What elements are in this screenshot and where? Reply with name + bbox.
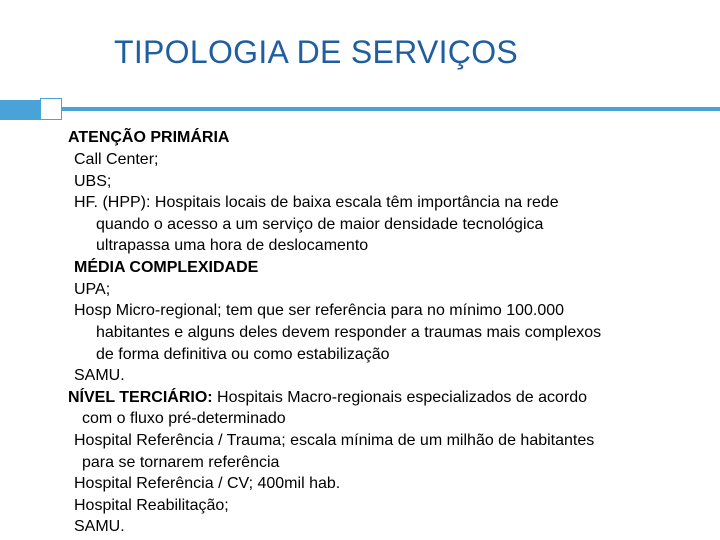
- list-item: SAMU.: [74, 367, 125, 384]
- list-item: SAMU.: [74, 518, 125, 535]
- list-item: HF. (HPP): Hospitais locais de baixa escala têm importância na rede: [74, 194, 559, 211]
- list-item: Hospital Referência / Trauma; escala mínima de um milhão de habitantes: [74, 432, 595, 449]
- list-item: Call Center;: [74, 151, 159, 168]
- list-item: UPA;: [74, 281, 111, 298]
- list-item-continuation: para se tornarem referência: [82, 454, 280, 471]
- page-title: TIPOLOGIA DE SERVIÇOS: [114, 34, 519, 70]
- list-item-text: Hospitais Macro-regionais especializados de acordo: [212, 389, 588, 406]
- heading-atencao-primaria: ATENÇÃO PRIMÁRIA: [68, 129, 230, 146]
- title-underline-left-bar: [0, 100, 40, 120]
- title-underline-square: [40, 98, 62, 120]
- list-item: UBS;: [74, 173, 112, 190]
- list-item: Hospital Reabilitação;: [74, 497, 229, 514]
- title-underline-right-bar: [62, 107, 720, 111]
- list-item-continuation: habitantes e alguns deles devem responder a traumas mais complexos: [96, 324, 602, 341]
- list-item-continuation: quando o acesso a um serviço de maior densidade tecnológica: [96, 216, 544, 233]
- list-item: Hospital Referência / CV; 400mil hab.: [74, 475, 341, 492]
- list-item-continuation: ultrapassa uma hora de deslocamento: [96, 237, 369, 254]
- heading-nivel-terciario: NÍVEL TERCIÁRIO:: [68, 389, 213, 406]
- list-item-nivel-terciario: [68, 387, 587, 408]
- list-item-continuation: de forma definitiva ou como estabilização: [96, 346, 390, 363]
- list-item-continuation: com o fluxo pré-determinado: [82, 410, 286, 427]
- list-item: Hosp Micro-regional; tem que ser referência para no mínimo 100.000: [74, 302, 565, 319]
- heading-media-complexidade: MÉDIA COMPLEXIDADE: [74, 259, 259, 276]
